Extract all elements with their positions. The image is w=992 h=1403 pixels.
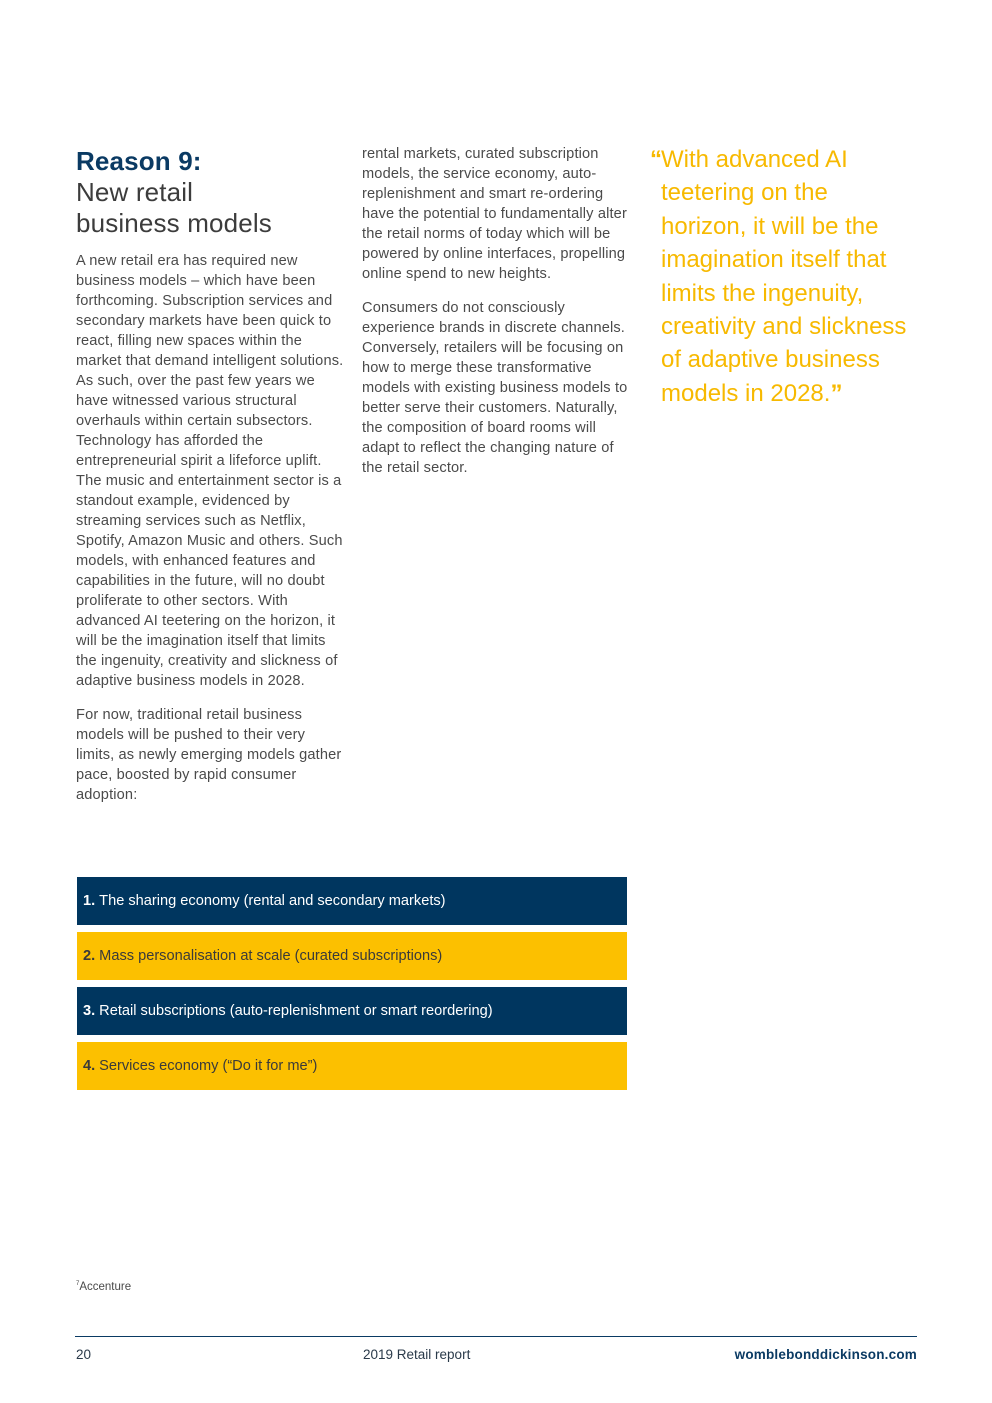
pull-quote xyxy=(650,143,918,410)
footnote-marker: 7 xyxy=(76,1281,80,1288)
list-item-number: 2. xyxy=(83,948,96,964)
section-heading-line-2: business models xyxy=(76,208,272,238)
list-item-number: 1. xyxy=(83,893,96,909)
left-column xyxy=(76,146,344,819)
list-item-retail-subscriptions xyxy=(77,987,627,1035)
list-item-label: Services economy (“Do it for me”) xyxy=(99,1058,318,1074)
body-paragraph: For now, traditional retail business models will be pushed to their very limits, as newly emerging models gather pace, boosted by rapid consumer adoption: xyxy=(76,707,342,803)
list-item-services-economy xyxy=(77,1042,627,1090)
list-item-number: 4. xyxy=(83,1058,96,1074)
close-quote-mark: ” xyxy=(830,379,843,407)
footnote-text: Accenture xyxy=(79,1281,132,1293)
middle-column xyxy=(362,144,634,492)
open-quote-mark: “ xyxy=(650,146,662,173)
footnote xyxy=(76,1281,131,1293)
pull-quote-text-wrap xyxy=(650,143,918,410)
page-number: 20 xyxy=(76,1347,92,1362)
website-link[interactable]: womblebonddickinson.com xyxy=(734,1347,917,1362)
list-item-sharing-economy xyxy=(77,877,627,925)
report-title: 2019 Retail report xyxy=(363,1347,471,1362)
footer-divider xyxy=(75,1336,917,1337)
section-heading-title xyxy=(76,177,344,239)
section-heading-number: Reason 9: xyxy=(76,146,202,176)
list-item-label: Retail subscriptions (auto-replenishment or smart reordering) xyxy=(99,1003,493,1019)
list-item-mass-personalisation xyxy=(77,932,627,980)
section-heading-line-1: New retail xyxy=(76,177,194,207)
list-item-label: Mass personalisation at scale (curated subscriptions) xyxy=(99,948,443,964)
list-item-number: 3. xyxy=(83,1003,96,1019)
body-paragraph: rental markets, curated subscription models, the service economy, auto-replenishment and smart re-ordering have the potential to fundamentally alter the retail norms of today which will be powered by online interfaces, propelling online spend to new heights. xyxy=(362,146,627,282)
pull-quote-text: With advanced AI teetering on the horizon, it will be the imagination itself that limits the ingenuity, creativity and slickness of adaptive business models in 2028. xyxy=(661,146,907,407)
body-paragraph: Consumers do not consciously experience brands in discrete channels. Conversely, retailers will be focusing on how to merge these transformative models with existing business models to better serve their customers. Naturally, the composition of board rooms will adapt to reflect the changing nature of the retail sector. xyxy=(362,300,628,476)
list-item-label: The sharing economy (rental and secondary markets) xyxy=(99,893,446,909)
body-paragraph: A new retail era has required new business models – which have been forthcoming. Subscription services and secondary markets have been quick to react, filling new spaces within the market that demand intelligent solutions. As such, over the past few years we have witnessed various structural overhauls within certain subsectors. Technology has afforded the entrepreneurial spirit a lifeforce uplift. The music and entertainment sector is a standout example, evidenced by streaming services such as Netflix, Spotify, Amazon Music and others. Such models, with enhanced features and capabilities in the future, will no doubt proliferate to other sectors. With advanced AI teetering on the horizon, it will be the imagination itself that limits the ingenuity, creativity and slickness of adaptive business models in 2028. xyxy=(76,253,344,689)
